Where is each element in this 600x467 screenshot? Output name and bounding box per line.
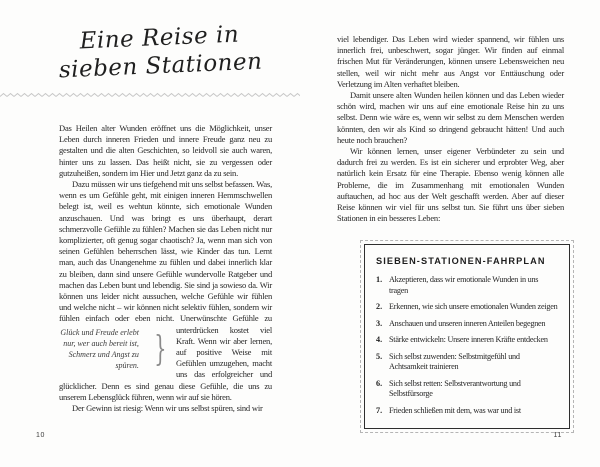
chapter-title-line1: Eine Reise in [79,21,240,55]
paragraph: Der Gewinn ist riesig: Wenn wir uns selbst spüren, sind wir [72,403,263,414]
page-number-left: 10 [36,432,45,439]
list-item [376,406,558,417]
page-number-right: 11 [553,432,562,439]
paragraph: viel lebendiger. Das Leben wird wieder spannend, wir fühlen uns innerlich frei, unbeschwert, sogar jünger. Wir finden auf einmal frischen Mut für Veränderungen, können unsere Lebensweichen neu stellen, weil wir nicht mehr aus Angst vor Enttäuschung oder Verletzung im Alten verhaftet bleiben. [337,34,564,89]
list-item-text: Akzeptieren, dass wir emotionale Wunden in uns tragen [389,275,539,295]
chapter-title-line2: sieben Stationen [58,48,263,84]
list-item [376,379,558,400]
list-item-text: Frieden schließen mit dem, was war und ist [389,405,521,415]
list-item [376,335,558,346]
paragraph [59,179,272,403]
list-item-number: 2. [376,302,383,311]
curly-brace-ornament: } [154,328,167,369]
paragraph-text: Unerwünschte Gefühle zu unterdrücken kostet viel Kraft. Wenn wir aber lernen, auf positive Weise mit Gefühlen umzugehen, macht uns das erfolgreicher und glücklicher. Denn es sind genau diese Gefühle, die uns zu unserem Lebensglück führen, wenn wir auf sie hören. [59,313,272,402]
list-item-text: Sich selbst zuwenden: Selbstmitgefühl und Achtsamkeit trainieren [389,351,520,371]
seven-stations-box-inner [364,244,570,429]
left-page-body [59,123,272,414]
list-item-number: 3. [376,318,383,328]
seven-stations-box [360,240,574,433]
paragraph: Damit unsere alten Wunden heilen können und das Leben wieder schön wird, machen wir uns auf eine emotionale Reise hin zu uns selbst. Denn wie wäre es, wenn wir selbst zu dem Menschen werden könnten, den wir als Kind so dringend gebraucht hätten! Und auch heute noch brauchen? [337,90,564,145]
margin-note-text: Glück und Freude erlebt nur, wer auch bereit ist, Schmerz und Angst zu spüren. [60,327,139,370]
chapter-title [49,19,271,85]
zigzag-divider [0,92,300,98]
list-item-number: 5. [376,351,383,361]
paragraph: Das Heilen alter Wunden eröffnet uns die Möglichkeit, unser Leben durch inneren Frieden und innere Freude ganz neu zu gestalten und die alten Geschichten, so leidvoll sie auch waren, hinter uns zu lassen. Das heißt nicht, sie zu vergessen oder gutzuheißen, sondern im Hier und Jetzt ganz da zu sein. [59,123,272,178]
box-heading: SIEBEN-STATIONEN-FAHRPLAN [376,256,546,266]
list-item [376,275,558,296]
list-item-text: Erkennen, wie sich unsere emotionalen Wunden zeigen [389,302,558,311]
list-item [376,319,558,330]
right-page-body [337,34,564,224]
list-item-number: 4. [376,335,383,344]
list-item [376,302,558,313]
margin-note [45,327,169,371]
list-item-text: Sich selbst retten: Selbstverantwortung und Selbstfürsorge [389,378,521,398]
paragraph: Wir können lernen, unser eigener Verbündeter zu sein und dadurch frei zu werden. Es ist ein sicherer und erprobter Weg, aber natürlich kein Ersatz für eine Therapie. Ebenso wenig können alle Probleme, die im Zusammenhang mit emotionalen Wunden auftauchen, ad hoc aus der Welt geschafft werden. Aber auf dieser Reise können wir viel für uns selbst tun. Sie führt uns über sieben Stationen in ein besseres Leben: [337,146,564,224]
list-item [376,352,558,373]
list-item-text: Stärke entwickeln: Unsere inneren Kräfte entdecken [389,335,548,344]
list-item-number: 7. [376,405,383,415]
paragraph-text: Dazu müssen wir uns tiefgehend mit uns selbst befassen. Was, wenn es um Gefühle geht, mit einigen inneren Hemmschwellen belegt ist, weil es wehtun könnte, sich emotionale Wunden anzuschauen. Und was bringt es uns überhaupt, derart schmerzvolle Gefühle zu fühlen? Machen sie das Leben nicht nur komplizierter, oft genug sogar chaotisch? Ja, wenn man sich von seinen Gefühlen beherrschen lässt, wie Kinder das tun. Lernt man, auch das Unangenehme zu fühlen und dabei innerlich klar zu bleiben, dann sind unsere Gefühle wundervolle Ratgeber und machen das Leben bunt und lebendig. Sie sind ja sowieso da. Wir können uns leider nicht aussuchen, welche Gefühle wir fühlen und welche nicht – wir können nicht selektiv fühlen, sondern wir fühlen einfach oder eben nicht. [59,179,272,324]
list-item-number: 1. [376,275,383,284]
list-item-text: Anschauen und unseren inneren Anteilen begegnen [389,318,546,328]
list-item-number: 6. [376,378,383,388]
